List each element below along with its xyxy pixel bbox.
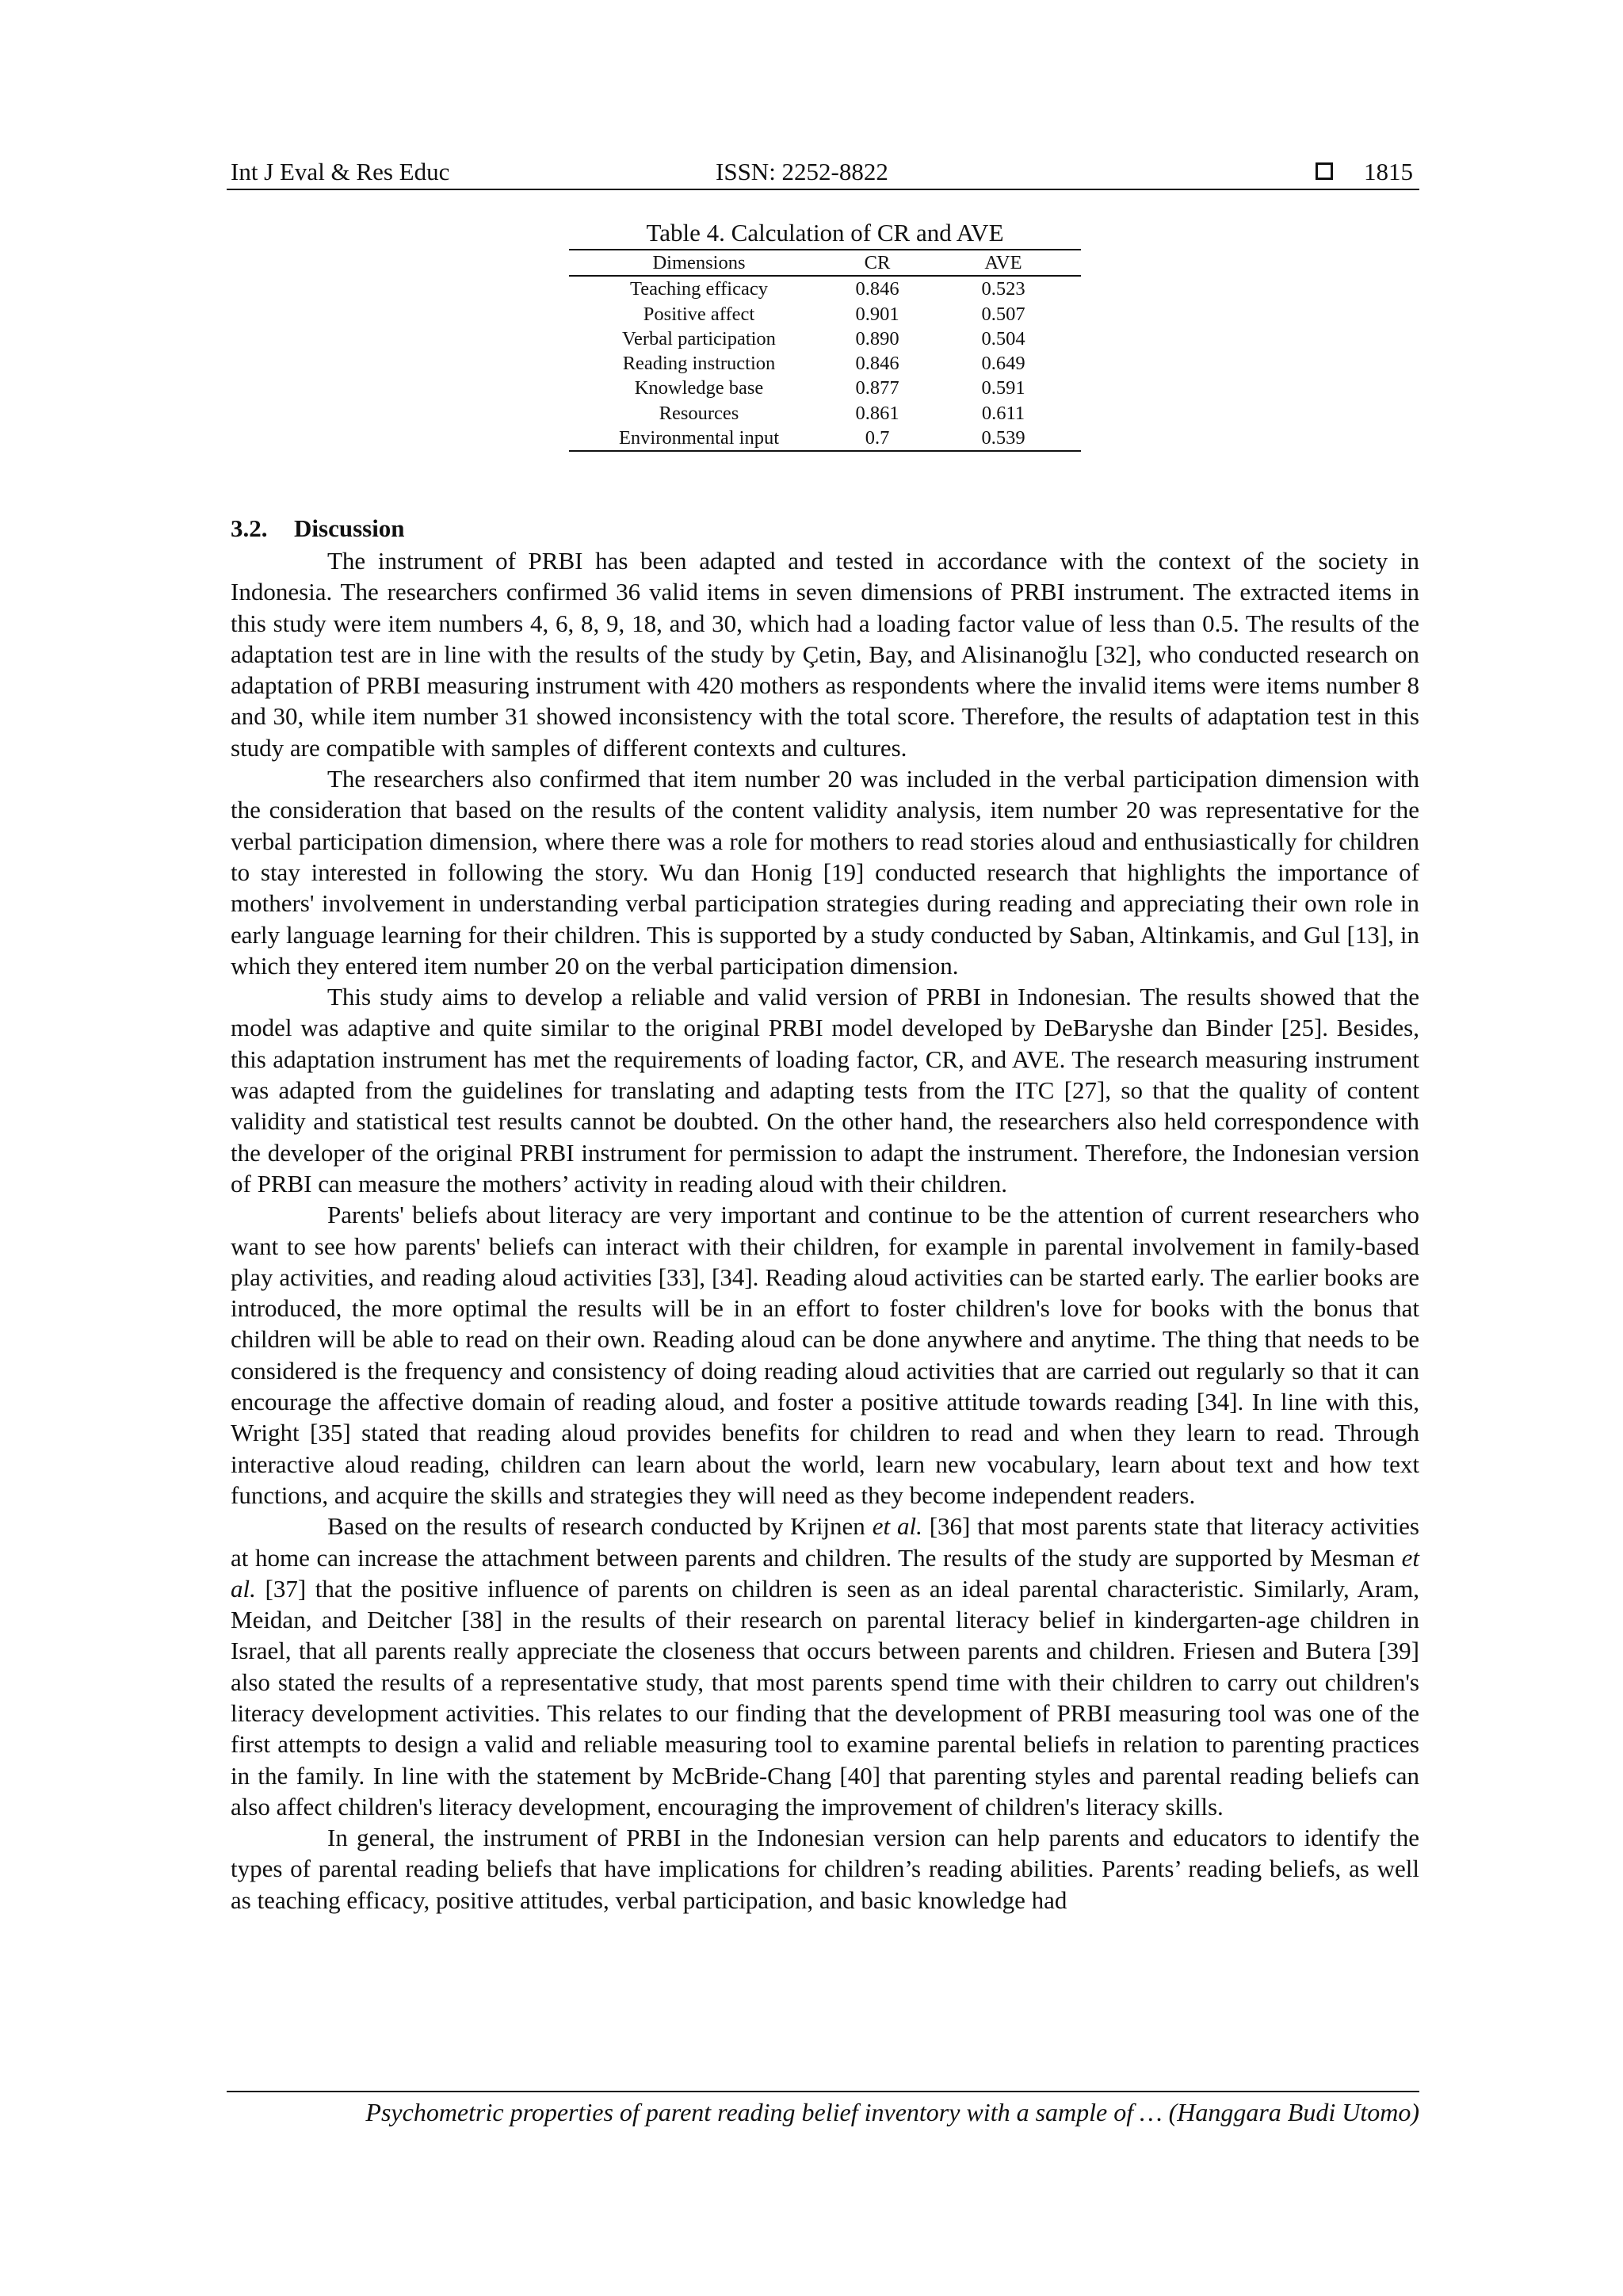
table-header-row	[569, 250, 1081, 276]
journal-name: Int J Eval & Res Educ	[231, 158, 450, 185]
paragraph: The instrument of PRBI has been adapted and tested in accordance with the context of the society in Indonesia. The researchers confirmed 36 valid items in seven dimensions of PRBI instrument. The extracted items in this study were item numbers 4, 6, 8, 9, 18, and 30, which had a loading factor value of less than 0.5. The results of the adaptation test are in line with the results of the study by Çetin, Bay, and Alisinanoğlu [32], who conducted research on adaptation of PRBI measuring instrument with 420 mothers as respondents where the invalid items were items number 8 and 30, while item number 31 showed inconsistency with the total score. Therefore, the results of adaptation test in this study are compatible with samples of different contexts and cultures.	[231, 547, 1419, 762]
table-row	[569, 302, 1081, 327]
table-cell: Positive affect	[643, 303, 755, 325]
header-rule	[227, 189, 1419, 190]
issn: ISSN: 2252-8822	[716, 158, 888, 185]
cr-ave-table	[569, 249, 1081, 452]
table-row	[569, 376, 1081, 400]
text-run: [37] that the positive influence of parents on children is seen as an ideal parental characteristic. Similarly, Aram, Meidan, and Deitcher [38] in the results of their research on parental literacy belief in kindergarten-age children in Israel, that all parents really appreciate the closeness that occurs between parents and children. Friesen and Butera [39] also stated the results of a representative study, that most parents spend time with their children to carry out children's literacy development activities. This relates to our finding that the development of PRBI measuring tool was one of the first attempts to design a valid and reliable measuring tool to examine parental beliefs in relation to parenting practices in the family. In line with the statement by McBride-Chang [40] that parenting styles and parental reading beliefs can also affect children's literacy development, encouraging the improvement of children's literacy skills.	[231, 1574, 1419, 1820]
text-run: [36] that most parents state that literacy activities at home can increase the attachment between parents and children. The results of the study are supported by Mesman	[231, 1512, 1419, 1572]
table-cell: Environmental input	[569, 426, 829, 451]
square-bullet-icon	[1316, 162, 1333, 180]
text-run: Based on the results of research conducted by Krijnen	[327, 1512, 873, 1541]
table-cell: Reading instruction	[622, 353, 776, 375]
table-cell: 0.846	[855, 278, 899, 300]
paragraph: Parents' beliefs about literacy are very important and continue to be the attention of current researchers who want to see how parents' beliefs can interact with their children, for example in parental involvement in family-based play activities, and reading aloud activities [33], [34]. Reading aloud activities can be started early. The earlier books are introduced, the more optimal the results will be in an effort to foster children's love for books with the bonus that children will be able to read on their own. Reading aloud can be done anywhere and anytime. The thing that needs to be considered is the frequency and consistency of doing reading aloud activities that are carried out regularly so that it can encourage the affective domain of reading aloud, and foster a positive attitude towards reading [34]. In line with this, Wright [35] stated that reading aloud provides benefits for children to read and when they learn to read. Through interactive aloud reading, children can learn about the world, learn new vocabulary, learn about text and how text functions, and acquire the skills and strategies they will need as they become independent readers.	[231, 1201, 1419, 1509]
table-row	[569, 401, 1081, 426]
italic-text: et al.	[231, 1543, 1419, 1603]
section-number: 3.2.	[231, 514, 268, 542]
running-footer: Psychometric properties of parent reading belief inventory with a sample of … (Hanggara Budi Utomo)	[365, 2098, 1419, 2126]
table-cell: 0.611	[981, 402, 1025, 424]
column-header: AVE	[926, 250, 1081, 276]
table-caption: Table 4. Calculation of CR and AVE	[646, 219, 1004, 246]
column-header: CR	[829, 250, 926, 276]
running-header	[231, 155, 1419, 189]
table-cell: 0.877	[855, 377, 899, 399]
table-cell: 0.861	[855, 402, 899, 424]
table-cell: Teaching efficacy	[630, 278, 768, 300]
section-heading	[231, 513, 405, 544]
table-cell: 0.507	[981, 303, 1025, 325]
table-cell: 0.539	[926, 426, 1081, 451]
table-cell: Knowledge base	[634, 377, 764, 399]
table-cell: 0.7	[829, 426, 926, 451]
table-cell: Resources	[659, 402, 739, 424]
footer-rule	[227, 2091, 1419, 2092]
column-header: Dimensions	[569, 250, 829, 276]
table-cell: Verbal participation	[622, 327, 776, 350]
table-cell: 0.591	[981, 377, 1025, 399]
paragraph: This study aims to develop a reliable and valid version of PRBI in Indonesian. The results showed that the model was adaptive and quite similar to the original PRBI model developed by DeBaryshe dan Binder [25]. Besides, this adaptation instrument has met the requirements of loading factor, CR, and AVE. The research measuring instrument was adapted from the guidelines for translating and adapting tests from the ITC [27], so that the quality of content validity and statistical test results cannot be doubted. On the other hand, the researchers also held correspondence with the developer of the original PRBI instrument for permission to adapt the instrument. Therefore, the Indonesian version of PRBI can measure the mothers’ activity in reading aloud with their children.	[231, 983, 1419, 1198]
discussion-body	[231, 545, 1419, 1916]
section-title: Discussion	[294, 514, 405, 542]
table-row	[569, 351, 1081, 376]
table-cell: 0.890	[855, 327, 899, 350]
table-row	[569, 426, 1081, 451]
table-cell: 0.901	[855, 303, 899, 325]
table-row	[569, 327, 1081, 351]
table-cell: 0.846	[855, 353, 899, 375]
page-number: 1815	[1364, 158, 1413, 185]
paragraph: In general, the instrument of PRBI in the Indonesian version can help parents and educators to identify the types of parental reading beliefs that have implications for children’s reading abilities. Parents’ reading beliefs, as well as teaching efficacy, positive attitudes, verbal participation, and basic knowledge had	[231, 1824, 1419, 1914]
table-cell: 0.504	[981, 327, 1025, 350]
italic-text: et al.	[872, 1512, 922, 1541]
paragraph: The researchers also confirmed that item number 20 was included in the verbal participation dimension with the consideration that based on the results of the content validity analysis, item number 20 was representative for the verbal participation dimension, where there was a role for mothers to read stories aloud and enthusiastically for children to stay interested in following the story. Wu dan Honig [19] conducted research that highlights the importance of mothers' involvement in understanding verbal participation strategies during reading and appreciating their own role in early language learning for their children. This is supported by a study conducted by Saban, Altinkamis, and Gul [13], in which they entered item number 20 on the verbal participation dimension.	[231, 765, 1419, 980]
table-cell: 0.523	[981, 278, 1025, 300]
paragraph	[231, 1511, 1419, 1822]
table-cell: 0.649	[981, 353, 1025, 375]
table-row	[569, 276, 1081, 301]
